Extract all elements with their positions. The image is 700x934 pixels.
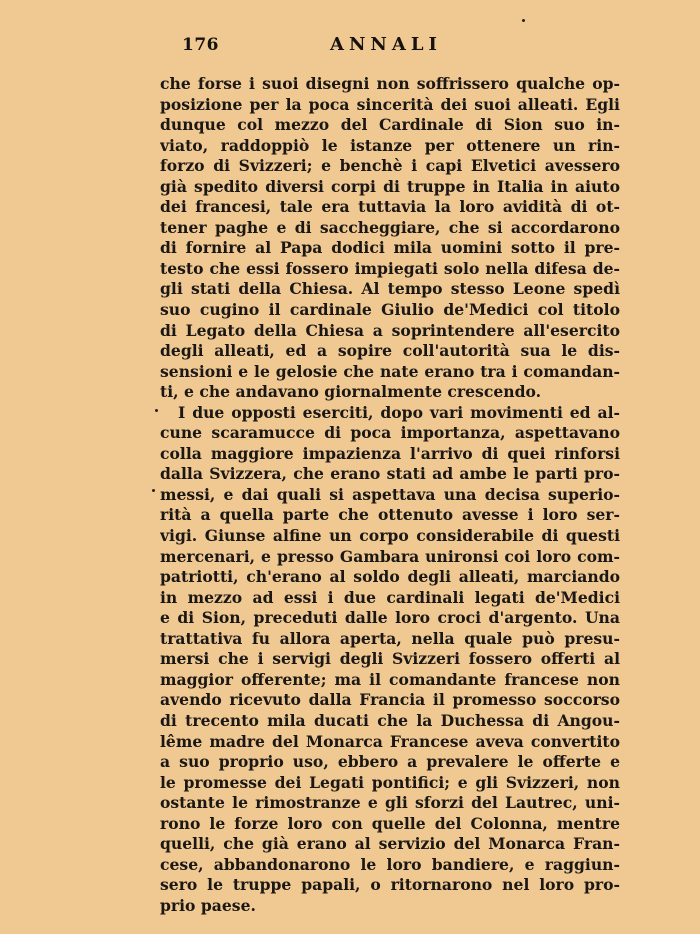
- text-line: prio paese.: [160, 895, 256, 915]
- text-line: ti, e che andavano giornalmente crescendo.: [160, 382, 542, 402]
- text-line: di Legato della Chiesa a soprintendere all'esercito: [160, 320, 620, 340]
- text-line: in mezzo ad essi i due cardinali legati de'Medici: [160, 587, 620, 607]
- text-line: sensioni e le gelosie che nate erano tra i comandan-: [160, 361, 620, 381]
- text-line: cune scaramucce di poca importanza, aspettavano: [160, 423, 620, 443]
- ink-speck: [155, 409, 158, 412]
- text-line: dalla Svizzera, che erano stati ad ambe le parti pro-: [160, 464, 620, 484]
- text-line: testo che essi fossero impiegati solo nella difesa de-: [160, 258, 620, 278]
- ink-speck: [152, 489, 155, 492]
- text-line: dei francesi, tale era tuttavia la loro avidità di ot-: [160, 197, 620, 217]
- text-line: di trecento mila ducati che la Duchessa di Angou-: [160, 710, 620, 730]
- page-header: [160, 32, 620, 62]
- text-line: avendo ricevuto dalla Francia il promesso soccorso: [160, 690, 620, 710]
- text-line: lême madre del Monarca Francese aveva convertito: [160, 731, 620, 751]
- text-line: maggior offerente; ma il comandante francese non: [160, 669, 620, 689]
- body-text: [160, 74, 620, 916]
- text-line: degli alleati, ed a sopire coll'autorità sua le dis-: [160, 341, 620, 361]
- text-line: vigi. Giunse alfine un corpo considerabile di questi: [160, 526, 620, 546]
- text-line: quelli, che già erano al servizio del Monarca Fran-: [160, 834, 620, 854]
- text-line: colla maggiore impazienza l'arrivo di quei rinforsi: [160, 443, 620, 463]
- text-line: gli stati della Chiesa. Al tempo stesso Leone spedì: [160, 279, 620, 299]
- text-line: rità a quella parte che ottenuto avesse i loro ser-: [160, 505, 620, 525]
- text-line: forzo di Svizzeri; e benchè i capi Elvetici avessero: [160, 156, 620, 176]
- text-line: mersi che i servigi degli Svizzeri fossero offerti al: [160, 649, 620, 669]
- text-line: patriotti, ch'erano al soldo degli alleati, marciando: [160, 567, 620, 587]
- text-line: messi, e dai quali si aspettava una decisa superio-: [160, 484, 620, 504]
- text-line: e di Sion, preceduti dalle loro croci d'argento. Una: [160, 608, 620, 628]
- text-line: mercenari, e presso Gambara unironsi coi loro com-: [160, 546, 620, 566]
- text-line: ostante le rimostranze e gli sforzi del Lautrec, uni-: [160, 793, 620, 813]
- text-line: tener paghe e di saccheggiare, che si accordarono: [160, 217, 620, 237]
- text-line: rono le forze loro con quelle del Colonna, mentre: [160, 813, 620, 833]
- text-line: viato, raddoppiò le istanze per ottenere un rin-: [160, 135, 620, 155]
- text-line: cese, abbandonarono le loro bandiere, e raggiun-: [160, 854, 620, 874]
- text-line: a suo proprio uso, ebbero a prevalere le offerte e: [160, 752, 620, 772]
- text-line: le promesse dei Legati pontifici; e gli Svizzeri, non: [160, 772, 620, 792]
- text-line: dunque col mezzo del Cardinale di Sion suo in-: [160, 115, 620, 135]
- text-line: sero le truppe papali, o ritornarono nel loro pro-: [160, 875, 620, 895]
- text-line: I due opposti eserciti, dopo vari movimenti ed al-: [178, 402, 620, 422]
- text-line: di fornire al Papa dodici mila uomini sotto il pre-: [160, 238, 620, 258]
- text-line: posizione per la poca sincerità dei suoi alleati. Egli: [160, 94, 620, 114]
- text-line: suo cugino il cardinale Giulio de'Medici col titolo: [160, 300, 620, 320]
- text-line: trattativa fu allora aperta, nella quale può presu-: [160, 628, 620, 648]
- text-line: che forse i suoi disegni non soffrissero qualche op-: [160, 74, 620, 93]
- text-line: già spedito diversi corpi di truppe in Italia in aiuto: [160, 176, 620, 196]
- running-head: ANNALI: [330, 34, 442, 55]
- ink-speck: [522, 19, 525, 22]
- page-number: 176: [182, 35, 219, 55]
